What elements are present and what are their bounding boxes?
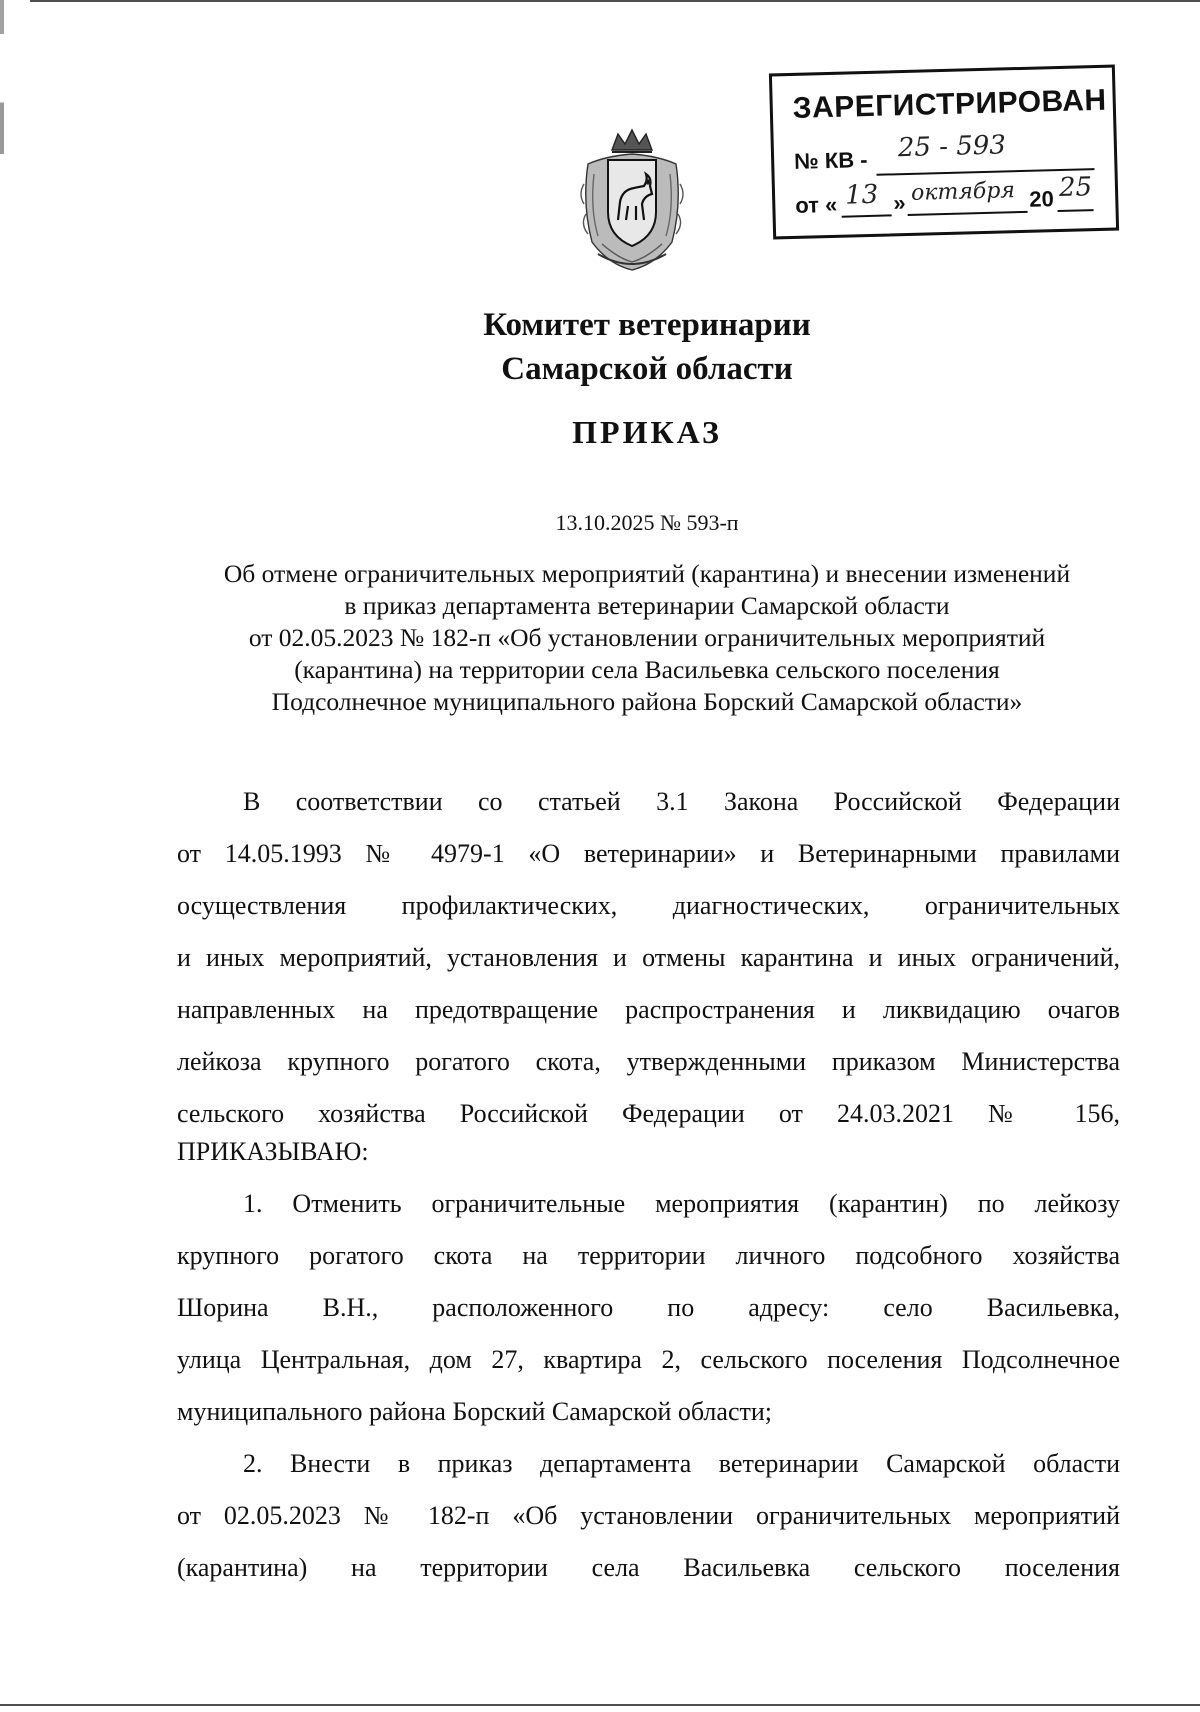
document-date-number: 13.10.2025 № 593-п: [555, 510, 739, 535]
subject-line: Подсолнечное муниципального района Борский Самарской области»: [271, 687, 1023, 716]
stamp-day-line: [842, 214, 892, 217]
body-line: и иных мероприятий, установления и отмены карантина и иных ограничений,: [177, 943, 1120, 972]
stamp-date-mid: »: [892, 190, 906, 216]
stamp-date-day: 13: [844, 179, 879, 211]
stamp-number-handwritten: 25 - 593: [897, 130, 1007, 164]
stamp-date-prefix: от «: [795, 191, 838, 218]
body-line: лейкоза крупного рогатого скота, утвержденными приказом Министерства: [177, 1047, 1120, 1076]
stamp-year-suffix: 25: [1058, 172, 1093, 203]
stamp-number-label: № КВ -: [793, 147, 868, 174]
subject-line: (карантина) на территории села Васильевка сельского поселения: [294, 655, 1000, 684]
scan-edge-left: [0, 0, 4, 1712]
document-type: ПРИКАЗ: [572, 414, 722, 450]
body-line: от 02.05.2023 № 182-п «Об установлении ограничительных мероприятий: [177, 1501, 1120, 1530]
body-line: муниципального района Борский Самарской области;: [177, 1397, 772, 1426]
stamp-year-line: [1058, 209, 1094, 212]
organization-line-2: Самарской области: [501, 351, 793, 387]
body-line: от 14.05.1993 № 4979-1 «О ветеринарии» и Ветеринарными правилами: [177, 839, 1120, 868]
organization-line-1: Комитет ветеринарии: [483, 307, 811, 343]
organization-name: [0, 303, 1200, 391]
stamp-title: ЗАРЕГИСТРИРОВАН: [792, 83, 1107, 125]
body-line: крупного рогатого скота на территории личного подсобного хозяйства: [177, 1241, 1120, 1270]
body-line: улица Центральная, дом 27, квартира 2, сельского поселения Подсолнечное: [177, 1345, 1120, 1374]
subject-line: в приказ департамента ветеринарии Самарской области: [344, 591, 950, 620]
body-line: сельского хозяйства Российской Федерации от 24.03.2021 № 156,: [177, 1099, 1120, 1128]
order-word: ПРИКАЗЫВАЮ:: [177, 1137, 369, 1166]
registration-stamp: [769, 64, 1119, 239]
document-subject: [150, 558, 1144, 718]
scan-edge-top: [30, 0, 1200, 2]
body-line: 2. Внести в приказ департамента ветеринарии Самарской области: [243, 1449, 1120, 1478]
body-line: 1. Отменить ограничительные мероприятия (карантин) по лейкозу: [243, 1189, 1120, 1218]
body-line: В соответствии со статьей 3.1 Закона Российской Федерации: [243, 787, 1120, 816]
stamp-number-row: [794, 147, 868, 175]
coat-of-arms-emblem: [578, 124, 686, 274]
body-line: Шорина В.Н., расположенного по адресу: село Васильевка,: [177, 1293, 1120, 1322]
subject-line: от 02.05.2023 № 182-п «Об установлении ограничительных мероприятий: [248, 623, 1046, 652]
body-line: (карантина) на территории села Васильевка сельского поселения: [177, 1553, 1120, 1582]
stamp-date-row: [795, 192, 838, 219]
body-line: осуществления профилактических, диагностических, ограничительных: [177, 891, 1120, 920]
scan-edge-bottom: [0, 1704, 1200, 1706]
stamp-date-month: октября: [910, 178, 1016, 206]
body-line: направленных на предотвращение распространения и ликвидацию очагов: [177, 995, 1120, 1024]
stamp-year-prefix: 20: [1028, 186, 1055, 212]
stamp-month-line: [908, 211, 1028, 216]
subject-line: Об отмене ограничительных мероприятий (карантина) и внесении изменений: [223, 559, 1071, 588]
